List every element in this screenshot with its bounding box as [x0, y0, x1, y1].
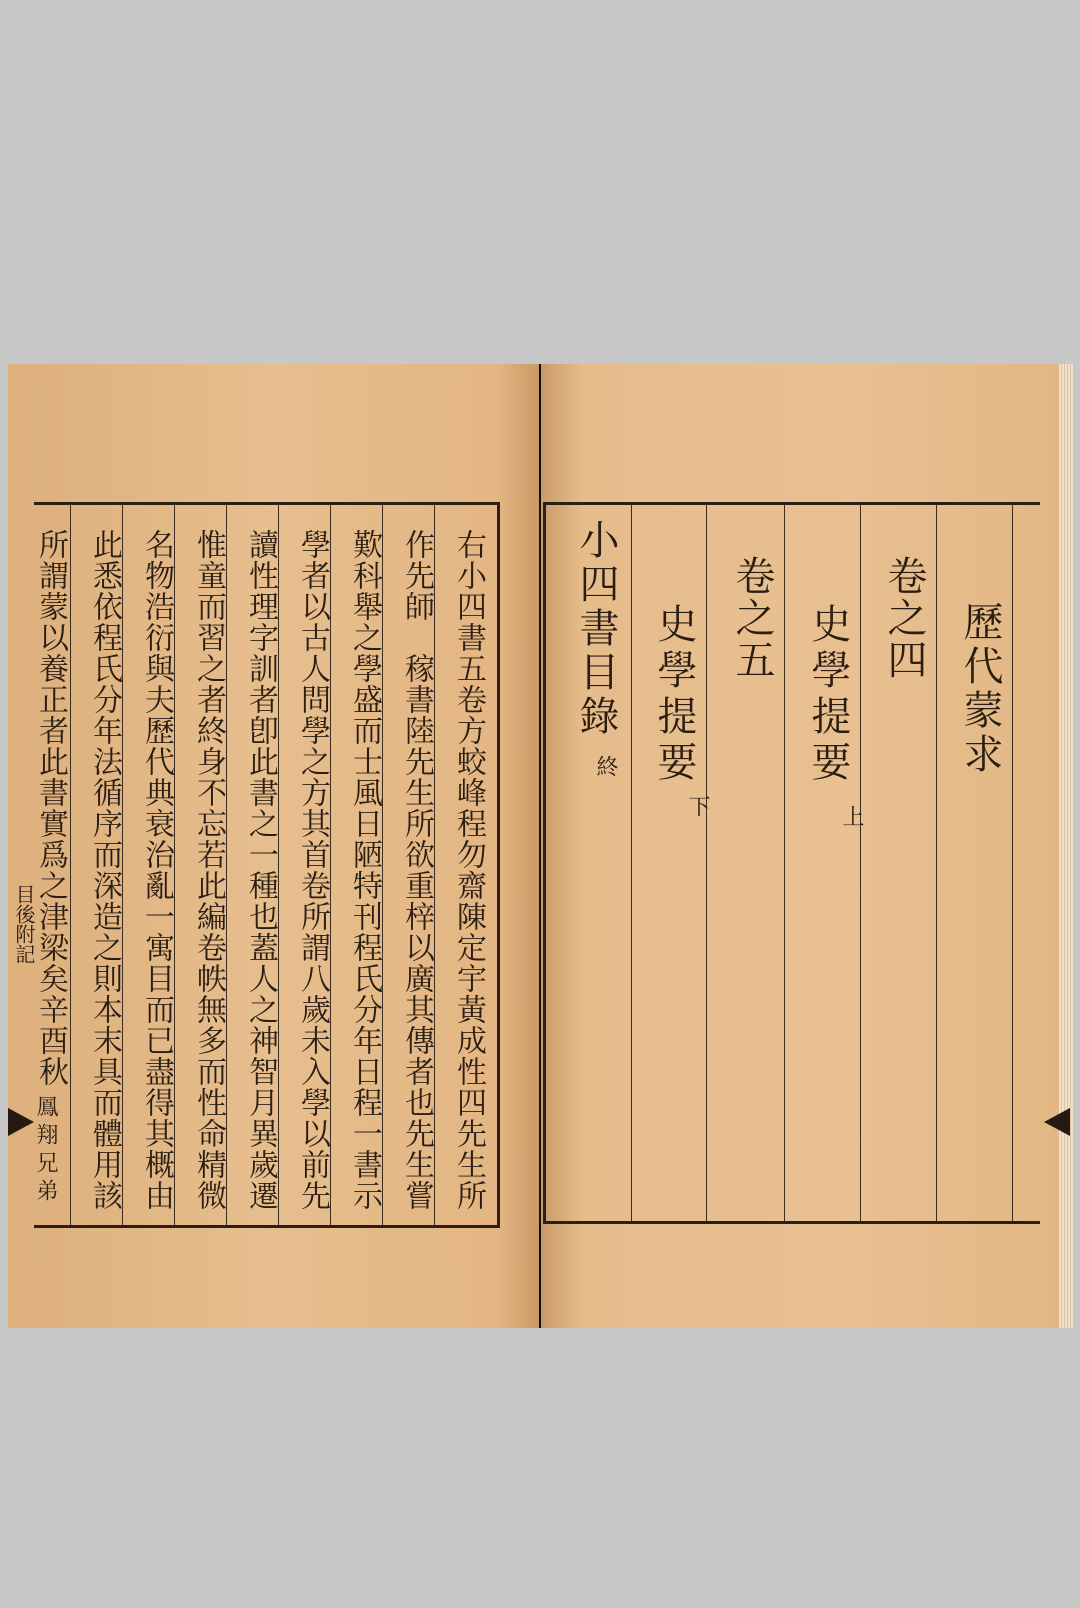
- text-column-8: 此悉依程氏分年法循序而深造之則本末具而體用該: [87, 529, 122, 1211]
- left-text-frame: [34, 502, 500, 1228]
- volume-5-item-note: 下: [685, 795, 710, 817]
- text-column-4: 學者以古人問學之方其首卷所謂八歲未入學以前先: [295, 529, 330, 1211]
- side-label: 目後附記: [12, 884, 36, 964]
- right-page: [541, 364, 1059, 1328]
- volume-4-item-note: 上: [839, 805, 864, 827]
- volume-5-heading: 卷之五: [729, 555, 775, 681]
- open-book: [8, 364, 1074, 1328]
- volume-5-item: 史學提要: [651, 603, 697, 787]
- end-mark: 終: [593, 755, 618, 777]
- signature: 鳳翔兄弟: [33, 1095, 58, 1207]
- text-column-2: 作先師 稼書陸先生所欲重梓以廣其傳者也先生嘗: [399, 529, 434, 1211]
- text-column-9: 所謂蒙以養正者此書實爲之津梁矣辛酉秋: [33, 529, 68, 1087]
- table-of-contents-end-title: 小四書目錄: [573, 519, 619, 739]
- text-column-1: 右小四書五卷方蛟峰程勿齋陳定宇黃成性四先生所: [451, 529, 486, 1211]
- text-column-7: 名物浩衍與夫歷代典衰治亂一寓目而已盡得其概由: [139, 529, 174, 1211]
- fish-tail-mark-right: [1044, 1108, 1070, 1136]
- volume-4-heading: 卷之四: [881, 555, 927, 681]
- text-column-5: 讀性理字訓者卽此書之一種也蓋人之神智月異歲遷: [243, 529, 278, 1211]
- volume-4-item: 史學提要: [805, 603, 851, 787]
- text-column-3: 歎科舉之學盛而士風日陋特刊程氏分年日程一書示: [347, 529, 382, 1211]
- book-title: 歷代蒙求: [957, 601, 1003, 777]
- text-column-6: 惟童而習之者終身不忘若此編卷帙無多而性命精微: [191, 529, 226, 1211]
- right-text-frame: [543, 502, 1040, 1224]
- left-page: [8, 364, 539, 1328]
- page-edges: [1059, 364, 1074, 1328]
